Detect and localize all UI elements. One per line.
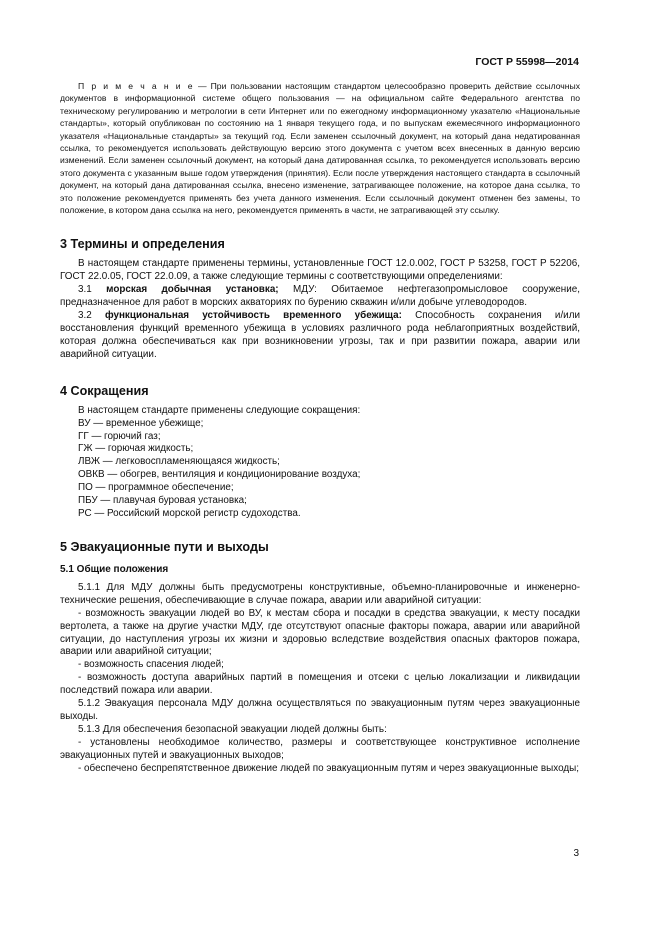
clause-5-1-3: 5.1.3 Для обеспечения безопасной эвакуации людей должны быть: [78,723,387,735]
note-paragraph [60,80,580,216]
term-3-2-name: функциональная устойчивость временного убежища: [104,310,402,322]
abbreviation-item: ВУ — временное убежище; [78,417,204,429]
standard-header: ГОСТ Р 55998—2014 [475,56,579,68]
clause-5-1-1-item: - возможность доступа аварийных партий в помещения и отсеки с целью локализации и ликвидации последствий пожара или аварии. [60,672,580,697]
note-text: — При пользовании настоящим стандартом целесообразно проверить действие ссылочных документов в информационной системе общего пользования — на официальном сайте Федерального агентства по техническому регулированию и метрологии в сети Интернет или по ежегодному информационному указателю «Национальные стандарты», который опубликован по состоянию на 1 января текущего года, и по выпускам ежемесячного информационного указателя «Национальные стандарты» за текущий год. Если заменен ссылочный документ, на который дана недатированная ссылка, то рекомендуется использовать действующую версию этого документа с учетом всех внесенных в данную версию изменений. Если заменен ссылочный документ, на который дана датированная ссылка, то рекомендуется использовать версию этого документа с указанным выше годом утверждения (принятия). Если после утверждения настоящего стандарта в ссылочный документ, на который дана датированная ссылка, внесено изменение, затрагивающее положение, на которое дана ссылка, то это положение рекомендуется применять без учета данного изменения. Если ссылочный документ отменен без замены, то положение, в котором дана ссылка на него, рекомендуется применять в части, не затрагивающей эту ссылку. [60,81,581,216]
clause-5-1-1-item: - возможность спасения людей; [78,659,224,671]
abbreviation-item: ГЖ — горючая жидкость; [78,443,194,455]
abbreviation-item: ПО — программное обеспечение; [78,482,234,494]
abbreviation-item: ОВКВ — обогрев, вентиляция и кондиционирование воздуха; [78,469,361,481]
section-4-intro: В настоящем стандарте применены следующие сокращения: [78,404,361,416]
note-label: П р и м е ч а н и е [78,81,195,91]
clause-5-1-2: 5.1.2 Эвакуация персонала МДУ должна осуществляться по эвакуационным путям через эвакуационные выходы. [60,698,580,722]
section-3-intro: В настоящем стандарте применены термины, установленные ГОСТ 12.0.002, ГОСТ Р 53258, ГОСТ Р 52206, ГОСТ 22.0.05, ГОСТ 22.0.09, а также следующие термины с соответствующими определениями: [60,258,580,283]
abbreviation-item: РС — Российский морской регистр судоходства. [78,507,301,519]
term-3-1 [60,284,580,310]
page-content [60,80,580,775]
section-3-title: 3 Термины и определения [60,237,225,252]
clause-5-1-3-item: - обеспечено беспрепятственное движение людей по эвакуационным путям и через эвакуационные выходы; [78,762,579,774]
section-4-title: 4 Сокращения [60,383,149,398]
section-5-title: 5 Эвакуационные пути и выходы [60,539,269,554]
page-number: 3 [573,848,579,859]
term-3-1-definition: МДУ: Обитаемое нефтегазопромысловое сооружение, предназначенное для работ в морских акваториях по бурению скважин и/или добыче углеводородов. [60,284,581,309]
abbreviation-item: ЛВЖ — легковоспламеняющаяся жидкость; [78,456,280,468]
clause-5-1-3-item: - установлены необходимое количество, размеры и соответствующее конструктивное исполнение эвакуационных путей и эвакуационных выходов; [60,736,580,761]
term-3-2 [60,310,580,362]
term-3-2-number: 3.2 [78,310,105,322]
abbreviation-item: ПБУ — плавучая буровая установка; [78,495,247,507]
clause-5-1-1-item: - возможность эвакуации людей во ВУ, к местам сбора и посадки в средства эвакуации, к месту посадки вертолета, а также на другие участки МДУ, где отсутствуют опасные факторы пожара, аварии или аварийной ситуации, до наступления угрозы их жизни и здоровью вследствие воздействия опасных факторов пожара, аварии или аварийной ситуации; [60,607,580,658]
term-3-1-name: морская добычная установка; [106,284,279,296]
clause-5-1-1: 5.1.1 Для МДУ должны быть предусмотрены конструктивные, объемно-планировочные и инженерно-технические решения, обеспечивающие в случае пожара, аварии или аварийной ситуации: [60,581,580,606]
term-3-2-definition: Способность сохранения и/или восстановления функций временного убежища в условиях различного рода неблагоприятных воздействий, которая должна обеспечиваться как при возникновении угрозы, так и при развитии пожара, аварии или аварийной ситуации. [60,310,580,360]
subsection-5-1-title: 5.1 Общие положения [60,563,169,575]
abbreviation-item: ГГ — горючий газ; [78,430,161,442]
term-3-1-number: 3.1 [78,284,107,296]
